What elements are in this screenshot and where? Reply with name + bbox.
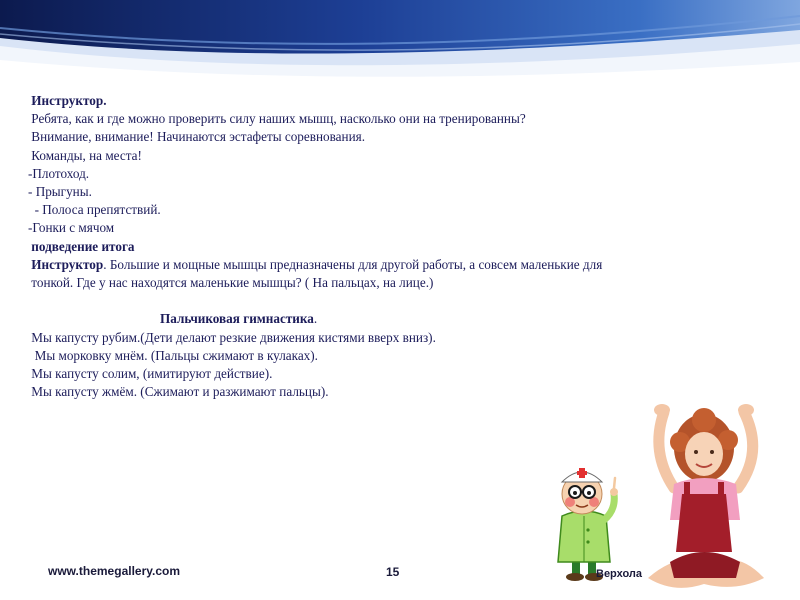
gymnastics-line: Мы капусту солим, (имитируют действие). bbox=[28, 366, 273, 382]
gymnastics-title-text: Пальчиковая гимнастика bbox=[160, 311, 314, 327]
footer-website: www.themegallery.com bbox=[48, 564, 181, 578]
slide-footer bbox=[0, 560, 800, 600]
gymnastics-title bbox=[28, 310, 768, 328]
spacer bbox=[28, 292, 768, 310]
text-line: Ребята, как и где можно проверить силу наших мышц, насколько они на тренированны? bbox=[28, 111, 526, 127]
relay-item: - Прыгуны. bbox=[28, 184, 92, 200]
gymnastics-line: Мы капусту рубим.(Дети делают резкие движения кистями вверх вниз). bbox=[28, 329, 436, 345]
footer-author: Верхола bbox=[596, 568, 643, 580]
gymnastics-line: Мы капусту жмём. (Сжимают и разжимают пальцы). bbox=[28, 384, 329, 400]
relay-item: - Полоса препятствий. bbox=[28, 202, 161, 218]
header-banner bbox=[0, 0, 800, 80]
gymnastics-line: Мы морковку мнём. (Пальцы сжимают в кулаках). bbox=[28, 347, 318, 363]
text-line: Команды, на места! bbox=[28, 147, 142, 163]
summary-line-2: тонкой. Где у нас находятся маленькие мышцы? ( На пальцах, на лице.) bbox=[28, 275, 434, 291]
summary-speaker: Инструктор bbox=[31, 256, 104, 272]
summary-line bbox=[28, 256, 768, 274]
summary-text: . Большие и мощные мышцы предназначены для другой работы, а совсем маленькие для bbox=[103, 256, 603, 272]
instructor-heading: Инструктор. bbox=[28, 93, 107, 108]
gymnastics-title-dot: . bbox=[313, 311, 318, 327]
page-number: 15 bbox=[386, 565, 400, 579]
banner-swoosh-graphic bbox=[0, 0, 800, 80]
relay-item: -Гонки с мячом bbox=[28, 220, 115, 236]
relay-item: -Плотоход. bbox=[28, 165, 90, 181]
summary-heading: подведение итога bbox=[28, 238, 135, 254]
slide-body bbox=[28, 92, 768, 401]
text-line: Внимание, внимание! Начинаются эстафеты соревнования. bbox=[28, 129, 366, 145]
